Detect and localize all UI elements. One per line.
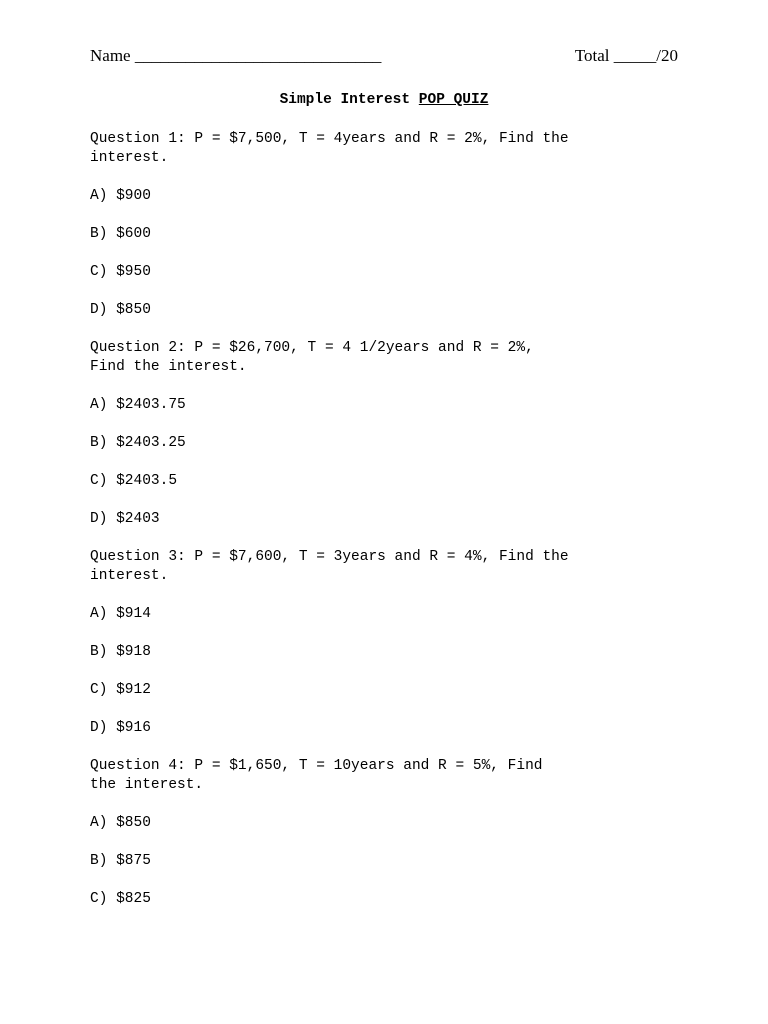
answer-option: B) $875 (90, 853, 151, 869)
question-block (90, 339, 690, 529)
question-text: Question 2: P = $26,700, T = 4 1/2years and R = 2%, Find the interest. (90, 340, 534, 375)
answer-option: A) $914 (90, 606, 151, 622)
answer-option: A) $2403.75 (90, 397, 186, 413)
question-text: Question 4: P = $1,650, T = 10years and R = 5%, Find the interest. (90, 758, 543, 793)
answer-option: C) $2403.5 (90, 473, 178, 489)
answer-option: D) $916 (90, 720, 151, 736)
question-block (90, 757, 690, 909)
question-text: Question 1: P = $7,500, T = 4years and R = 2%, Find the interest. (90, 131, 569, 166)
answer-option: A) $850 (90, 815, 151, 831)
quiz-body (90, 130, 690, 928)
page-header (90, 46, 678, 70)
answer-option: B) $600 (90, 226, 151, 242)
answer-option: A) $900 (90, 188, 151, 204)
question-text: Question 3: P = $7,600, T = 3years and R = 4%, Find the interest. (90, 549, 569, 584)
page-title (0, 92, 768, 108)
answer-option: D) $850 (90, 302, 151, 318)
answer-option: D) $2403 (90, 511, 160, 527)
answer-option: C) $912 (90, 682, 151, 698)
title-underlined: POP QUIZ (418, 92, 489, 108)
question-block (90, 130, 690, 320)
title-prefix: Simple Interest (279, 92, 419, 108)
name-field-label: Name _____________________________ (90, 46, 382, 65)
question-block (90, 548, 690, 738)
answer-option: C) $825 (90, 891, 151, 907)
answer-option: B) $918 (90, 644, 151, 660)
answer-option: B) $2403.25 (90, 435, 186, 451)
answer-option: C) $950 (90, 264, 151, 280)
total-score-label: Total _____/20 (574, 46, 678, 65)
